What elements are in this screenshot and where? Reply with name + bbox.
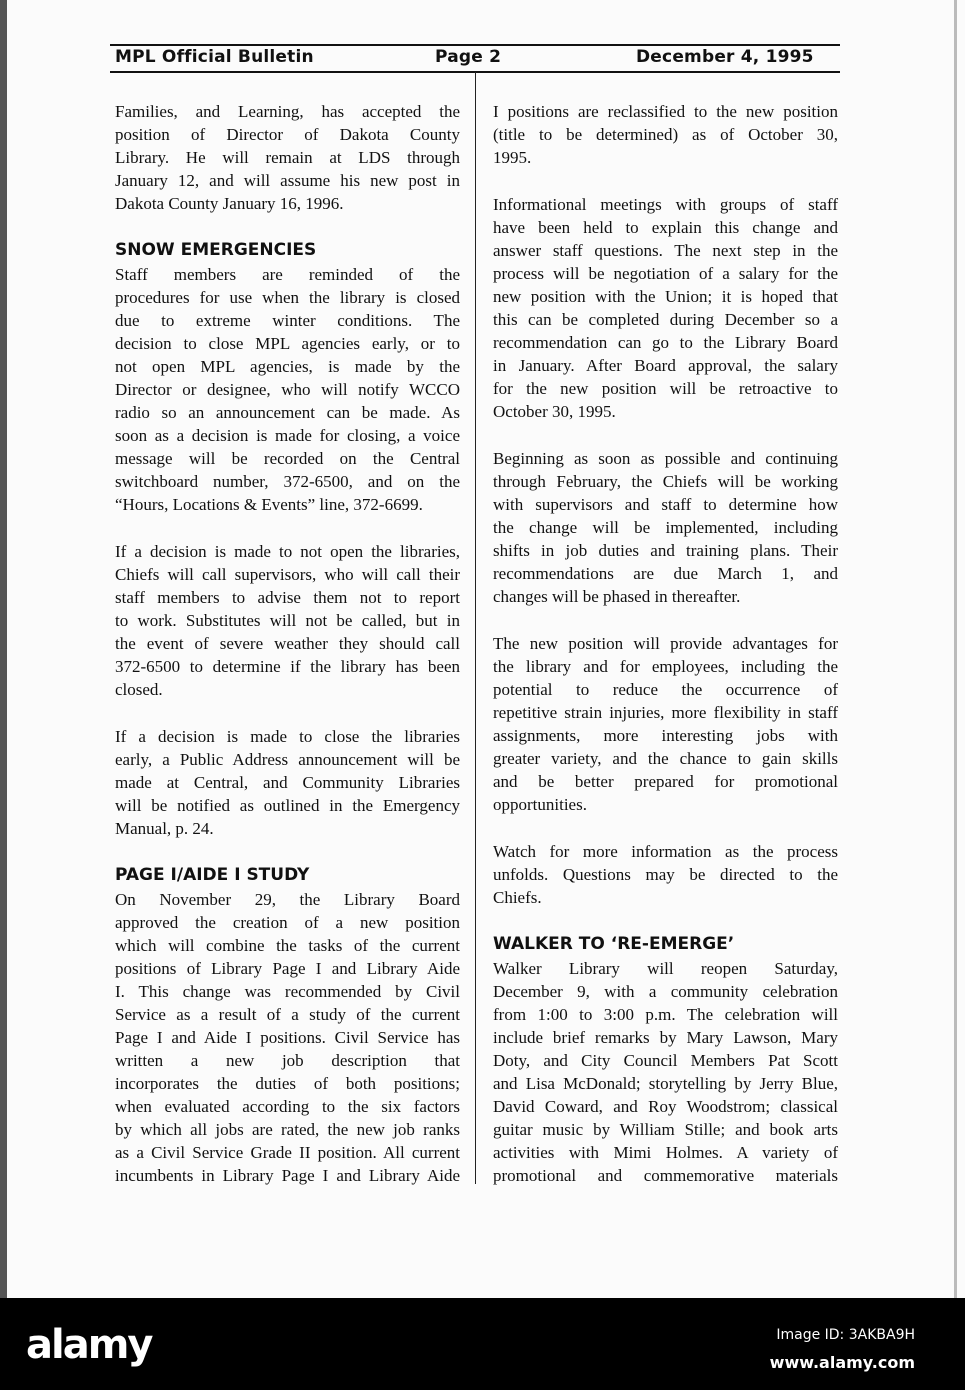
- scan-edge-right: [954, 0, 957, 1298]
- paragraph: [493, 840, 838, 909]
- text-line: approved the creation of a new position: [115, 913, 460, 932]
- text-line: the event of severe weather they should call: [115, 634, 460, 653]
- text-line: Service as a result of a study of the current: [115, 1005, 460, 1024]
- text-line: from 1:00 to 3:00 p.m. The celebration will: [493, 1005, 838, 1024]
- text-line: On November 29, the Library Board: [115, 890, 460, 909]
- bulletin-title: MPL Official Bulletin: [115, 47, 314, 67]
- text-line: Chiefs will call supervisors, who will call their: [115, 565, 460, 584]
- text-line: Watch for more information as the process: [493, 842, 838, 861]
- text-line: incumbents in Library Page I and Library Aide: [115, 1166, 460, 1185]
- text-line: greater variety, and the chance to gain skills: [493, 749, 838, 768]
- text-line: Walker Library will reopen Saturday,: [493, 959, 838, 978]
- section-heading: WALKER TO ‘RE-EMERGE’: [493, 934, 735, 954]
- text-line: activities with Mimi Holmes. A variety of: [493, 1143, 838, 1162]
- text-line: assignments, more interesting jobs with: [493, 726, 838, 745]
- text-line: when evaluated according to the six factors: [115, 1097, 460, 1116]
- text-line: closed.: [115, 680, 163, 699]
- paragraph: [493, 957, 838, 1187]
- text-line: Manual, p. 24.: [115, 819, 214, 838]
- text-line: Staff members are reminded of the: [115, 265, 460, 284]
- text-line: decision to close MPL agencies early, or to: [115, 334, 460, 353]
- text-line: guitar music by William Stille; and book arts: [493, 1120, 838, 1139]
- text-line: will be notified as outlined in the Emergency: [115, 796, 460, 815]
- paragraph: [493, 193, 838, 423]
- text-line: have been held to explain this change and: [493, 218, 838, 237]
- text-line: not open MPL agencies, is made by the: [115, 357, 460, 376]
- text-line: and Lisa McDonald; storytelling by Jerry Blue,: [493, 1074, 838, 1093]
- text-line: staff members to advise them not to report: [115, 588, 460, 607]
- header-top-rule: [110, 44, 840, 46]
- alamy-logo: alamy: [26, 1322, 152, 1368]
- text-line: made at Central, and Community Libraries: [115, 773, 460, 792]
- text-line: this can be completed during December so a: [493, 310, 838, 329]
- text-line: position of Director of Dakota County: [115, 125, 460, 144]
- text-line: I positions are reclassified to the new position: [493, 102, 838, 121]
- text-line: promotional and commemorative materials: [493, 1166, 838, 1185]
- paragraph: [115, 540, 460, 701]
- text-line: October 30, 1995.: [493, 402, 616, 421]
- text-line: process will be negotiation of a salary for the: [493, 264, 838, 283]
- text-line: Library. He will remain at LDS through: [115, 148, 460, 167]
- text-line: changes will be phased in thereafter.: [493, 587, 741, 606]
- text-line: Families, and Learning, has accepted the: [115, 102, 460, 121]
- right-column: [493, 100, 838, 1211]
- text-line: Beginning as soon as possible and continuing: [493, 449, 838, 468]
- paragraph: [115, 100, 460, 215]
- text-line: shifts in job duties and training plans. Their: [493, 541, 838, 560]
- text-line: Dakota County January 16, 1996.: [115, 194, 344, 213]
- text-line: Page I and Aide I positions. Civil Service has: [115, 1028, 460, 1047]
- text-line: (title to be determined) as of October 30,: [493, 125, 838, 144]
- column-divider: [475, 72, 476, 1184]
- text-line: If a decision is made to close the libraries: [115, 727, 460, 746]
- text-line: which will combine the tasks of the current: [115, 936, 460, 955]
- text-line: answer staff questions. The next step in the: [493, 241, 838, 260]
- paragraph: [115, 263, 460, 516]
- text-line: The new position will provide advantages for: [493, 634, 838, 653]
- text-line: David Coward, and Roy Woodstrom; classical: [493, 1097, 838, 1116]
- text-line: procedures for use when the library is closed: [115, 288, 460, 307]
- text-line: by which all jobs are rated, the new job ranks: [115, 1120, 460, 1139]
- paragraph: [115, 725, 460, 840]
- text-line: unfolds. Questions may be directed to the: [493, 865, 838, 884]
- text-line: as a Civil Service Grade II position. All current: [115, 1143, 460, 1162]
- text-line: with supervisors and staff to determine how: [493, 495, 838, 514]
- text-line: the change will be implemented, including: [493, 518, 838, 537]
- text-line: soon as a decision is made for closing, a voice: [115, 426, 460, 445]
- paragraph: [493, 100, 838, 169]
- text-line: “Hours, Locations & Events” line, 372-6699.: [115, 495, 423, 514]
- paragraph: [493, 632, 838, 816]
- text-line: and be better prepared for promotional: [493, 772, 838, 791]
- text-line: Doty, and City Council Members Pat Scott: [493, 1051, 838, 1070]
- text-line: the library and for employees, including the: [493, 657, 838, 676]
- text-line: in January. After Board approval, the salary: [493, 356, 838, 375]
- text-line: repetitive strain injuries, more flexibility in staff: [493, 703, 838, 722]
- section-heading: PAGE I/AIDE I STUDY: [115, 865, 310, 885]
- paragraph: [493, 447, 838, 608]
- text-line: include brief remarks by Mary Lawson, Mary: [493, 1028, 838, 1047]
- text-line: potential to reduce the occurrence of: [493, 680, 838, 699]
- text-line: Director or designee, who will notify WCCO: [115, 380, 460, 399]
- text-line: January 12, and will assume his new post in: [115, 171, 460, 190]
- text-line: Chiefs.: [493, 888, 542, 907]
- text-line: early, a Public Address announcement will be: [115, 750, 460, 769]
- text-line: due to extreme winter conditions. The: [115, 311, 460, 330]
- text-line: opportunities.: [493, 795, 587, 814]
- text-line: new position with the Union; it is hoped that: [493, 287, 838, 306]
- paragraph: [115, 888, 460, 1187]
- image-id: Image ID: 3AKBA9H: [776, 1327, 915, 1343]
- text-line: switchboard number, 372-6500, and on the: [115, 472, 460, 491]
- text-line: 372-6500 to determine if the library has been: [115, 657, 460, 676]
- text-line: written a new job description that: [115, 1051, 460, 1070]
- section-heading: SNOW EMERGENCIES: [115, 240, 317, 260]
- text-line: radio so an announcement can be made. As: [115, 403, 460, 422]
- text-line: for the new position will be retroactive to: [493, 379, 838, 398]
- text-line: 1995.: [493, 148, 532, 167]
- text-line: I. This change was recommended by Civil: [115, 982, 460, 1001]
- page-number: Page 2: [435, 47, 502, 67]
- text-line: Informational meetings with groups of staff: [493, 195, 838, 214]
- text-line: incorporates the duties of both positions;: [115, 1074, 460, 1093]
- scan-edge-left: [0, 0, 7, 1298]
- bulletin-date: December 4, 1995: [636, 47, 814, 67]
- text-line: through February, the Chiefs will be working: [493, 472, 838, 491]
- watermark-url: www.alamy.com: [769, 1353, 915, 1372]
- text-line: December 9, with a community celebration: [493, 982, 838, 1001]
- text-line: recommendations are due March 1, and: [493, 564, 838, 583]
- text-line: recommendation can go to the Library Board: [493, 333, 838, 352]
- text-line: positions of Library Page I and Library Aide: [115, 959, 460, 978]
- text-line: to work. Substitutes will not be called, but in: [115, 611, 460, 630]
- text-line: message will be recorded on the Central: [115, 449, 460, 468]
- text-line: If a decision is made to not open the libraries,: [115, 542, 460, 561]
- left-column: [115, 100, 460, 1211]
